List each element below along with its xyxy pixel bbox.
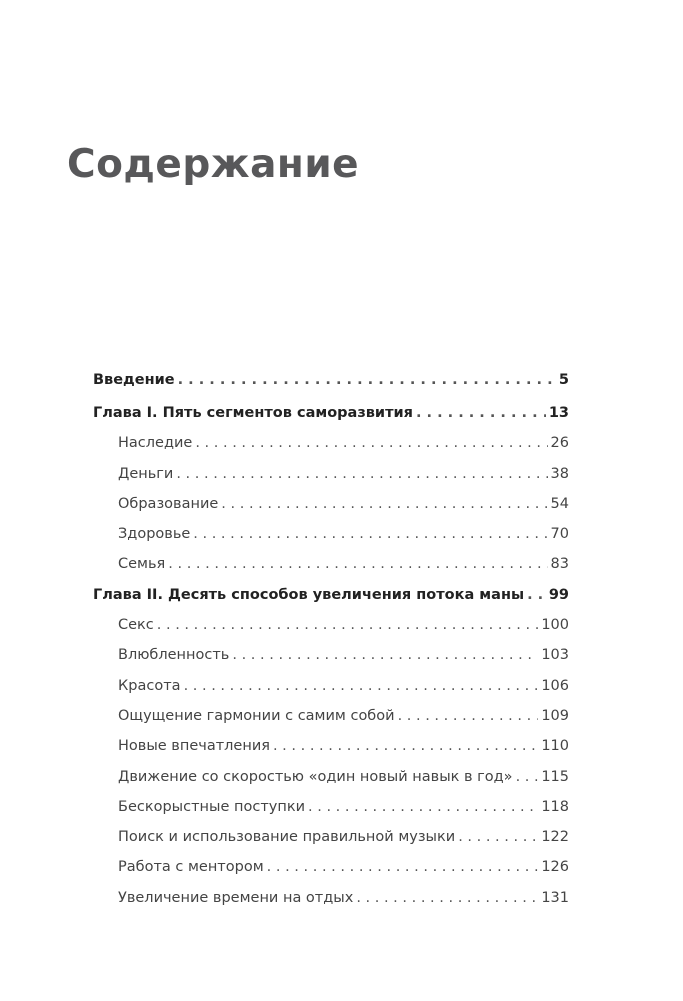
entry-title: Новые впечатления [118, 738, 270, 755]
toc-section-entry[interactable] [93, 496, 569, 526]
page-number: 106 [541, 677, 569, 694]
dot-leader [267, 859, 539, 875]
page-number: 99 [548, 586, 569, 603]
dot-leader [527, 587, 546, 603]
entry-title: Глава I. Пять сегментов саморазвития [93, 405, 413, 421]
toc-section-entry[interactable] [93, 799, 569, 829]
entry-title: Деньги [118, 465, 174, 482]
entry-title: Наследие [118, 435, 193, 452]
dot-leader [308, 799, 538, 815]
dot-leader [356, 890, 538, 906]
dot-leader [516, 769, 539, 785]
page-number: 126 [541, 859, 569, 876]
page-title: Содержание [67, 142, 360, 187]
entry-title: Работа с ментором [118, 859, 264, 876]
toc-section-entry[interactable] [93, 769, 569, 799]
toc-section-entry[interactable] [93, 859, 569, 889]
entry-title: Бескорыстные поступки [118, 798, 306, 815]
page-number: 5 [558, 372, 569, 388]
page-number: 115 [541, 768, 569, 785]
dot-leader [195, 435, 547, 451]
entry-title: Красота [118, 677, 181, 694]
dot-leader [398, 708, 539, 724]
entry-title: Глава II. Десять способов увеличения потока маны [93, 586, 525, 603]
table-of-contents [93, 372, 569, 920]
toc-chapter-entry[interactable] [93, 372, 569, 405]
page-number: 70 [550, 526, 569, 543]
toc-section-entry[interactable] [93, 556, 569, 586]
dot-leader [168, 556, 547, 572]
page-number: 83 [550, 556, 569, 573]
page-number: 26 [550, 435, 569, 452]
dot-leader [157, 617, 539, 633]
page-number: 100 [541, 617, 569, 634]
page-number: 110 [541, 738, 569, 755]
toc-section-entry[interactable] [93, 466, 569, 496]
dot-leader [458, 829, 538, 845]
toc-chapter-entry[interactable] [93, 587, 569, 617]
toc-section-entry[interactable] [93, 890, 569, 920]
entry-title: Семья [118, 556, 166, 573]
page-number: 103 [541, 647, 569, 664]
toc-chapter-entry[interactable] [93, 405, 569, 435]
toc-section-entry[interactable] [93, 647, 569, 677]
page-number: 122 [541, 829, 569, 846]
dot-leader [193, 526, 547, 542]
page-number: 13 [548, 405, 569, 421]
toc-section-entry[interactable] [93, 708, 569, 738]
page-number: 38 [550, 465, 569, 482]
entry-title: Влюбленность [118, 647, 230, 664]
dot-leader [184, 678, 539, 694]
entry-title: Движение со скоростью «один новый навык в год» [118, 768, 513, 785]
page-number: 54 [550, 495, 569, 512]
dot-leader [232, 647, 538, 663]
entry-title: Увеличение времени на отдых [118, 889, 354, 906]
entry-title: Образование [118, 495, 219, 512]
entry-title: Ощущение гармонии с самим собой [118, 707, 395, 724]
toc-section-entry[interactable] [93, 435, 569, 465]
entry-title: Введение [93, 372, 175, 388]
dot-leader [176, 466, 547, 482]
toc-section-entry[interactable] [93, 617, 569, 647]
toc-section-entry[interactable] [93, 738, 569, 768]
entry-title: Здоровье [118, 526, 191, 543]
dot-leader [416, 405, 546, 421]
entry-title: Поиск и использование правильной музыки [118, 829, 456, 846]
toc-section-entry[interactable] [93, 678, 569, 708]
dot-leader [273, 738, 538, 754]
entry-title: Секс [118, 617, 154, 634]
toc-section-entry[interactable] [93, 829, 569, 859]
dot-leader [178, 372, 556, 388]
toc-section-entry[interactable] [93, 526, 569, 556]
page-number: 109 [541, 707, 569, 724]
page-number: 118 [541, 798, 569, 815]
page-number: 131 [541, 889, 569, 906]
dot-leader [221, 496, 547, 512]
